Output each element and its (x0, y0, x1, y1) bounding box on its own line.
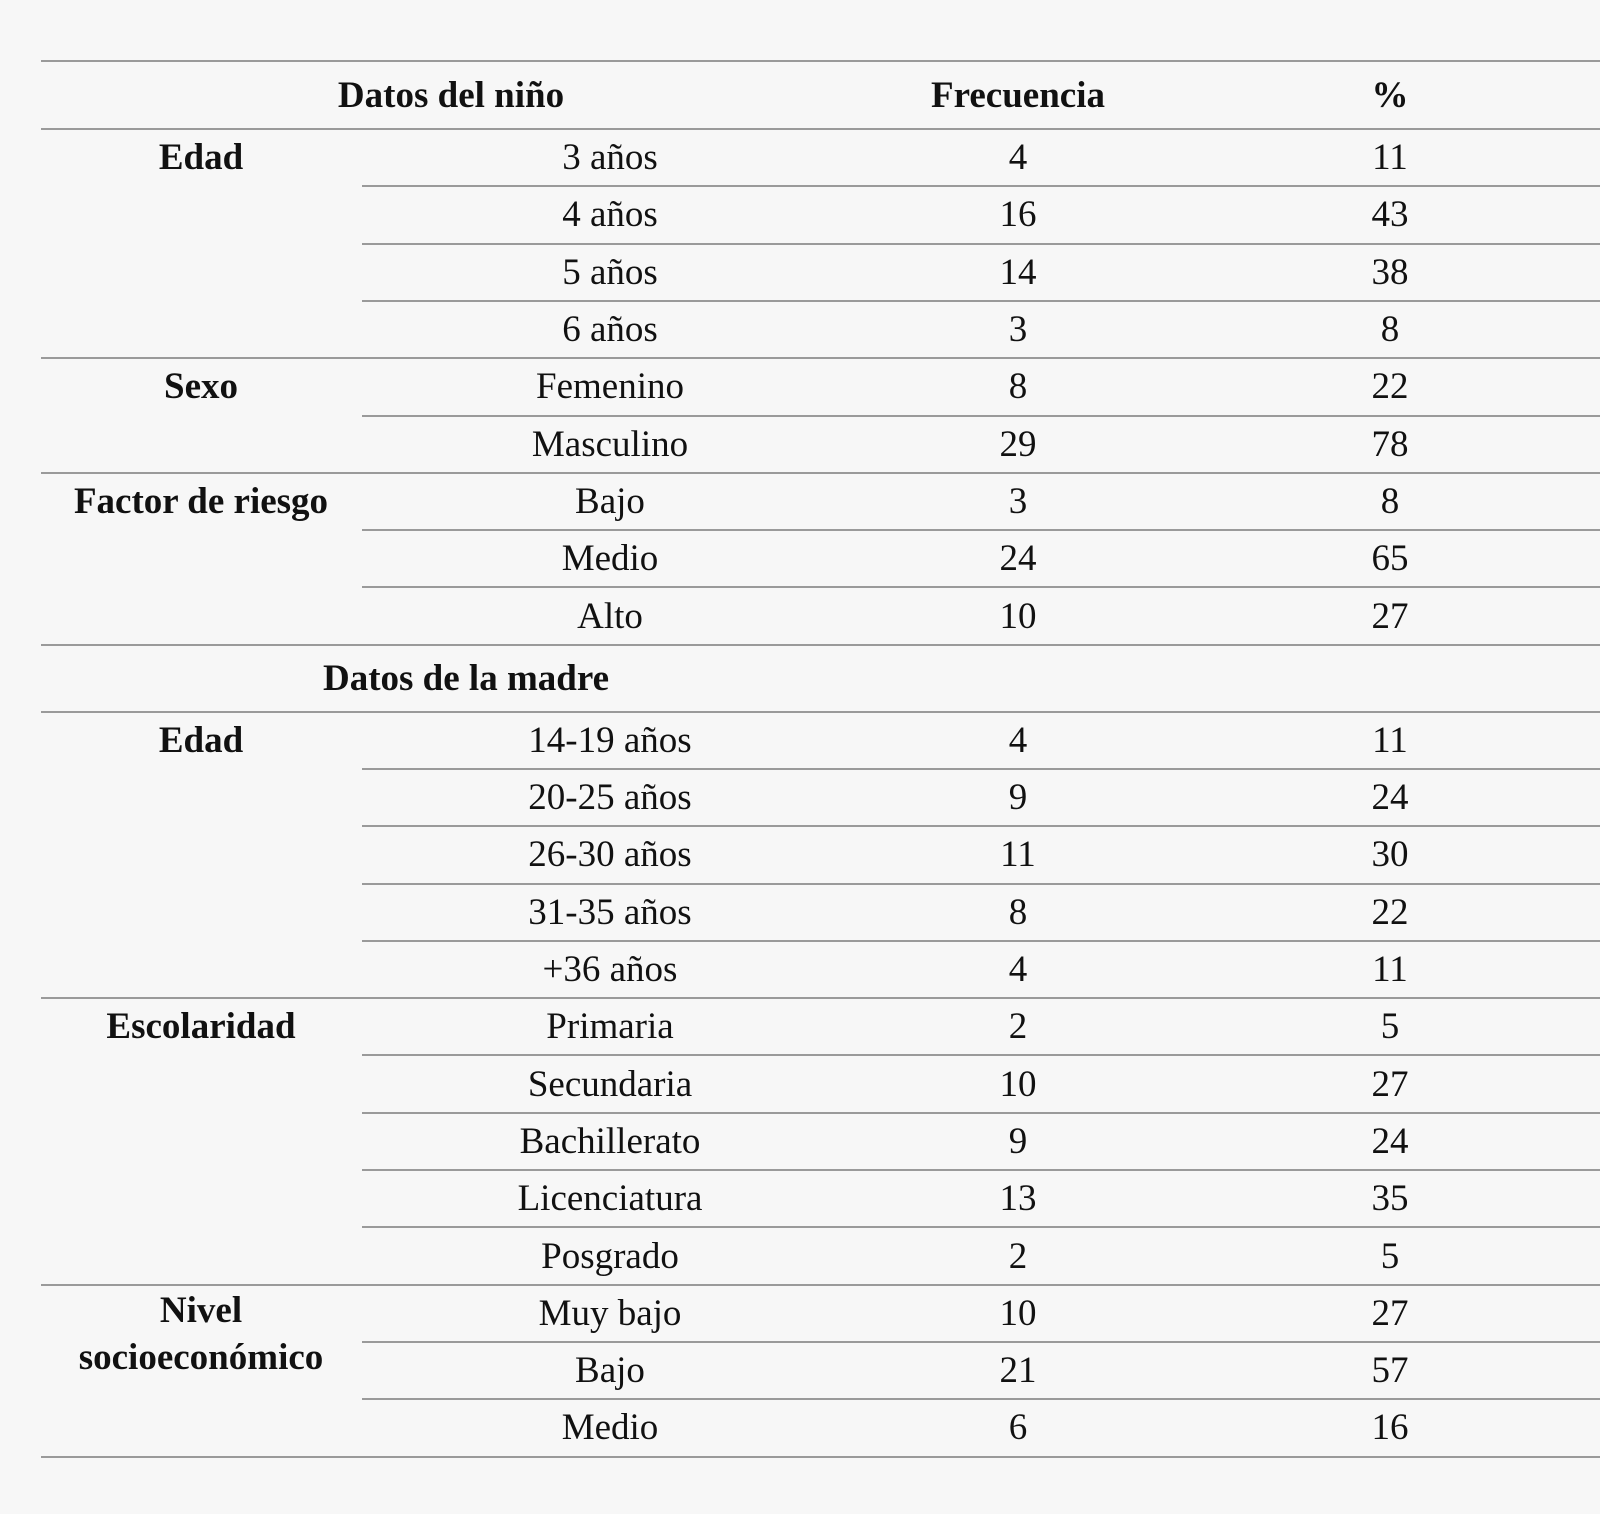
row-frequency: 10 (999, 1063, 1037, 1105)
table-row (41, 1113, 1600, 1170)
row-frequency: 8 (1008, 366, 1028, 408)
row-frequency: 21 (999, 1350, 1037, 1392)
table-row (41, 826, 1600, 883)
row-label: Muy bajo (538, 1292, 682, 1334)
row-percent: 11 (1372, 949, 1408, 991)
row-frequency: 3 (1008, 480, 1028, 522)
row-label: Bajo (575, 1350, 645, 1392)
row-percent: 22 (1371, 366, 1409, 408)
row-percent: 22 (1371, 891, 1409, 933)
table-row (41, 530, 1600, 587)
table-row (41, 998, 1600, 1055)
row-label: 5 años (562, 251, 658, 293)
row-label: 6 años (562, 309, 658, 351)
row-label: Femenino (536, 366, 684, 408)
row-frequency: 9 (1008, 1120, 1028, 1162)
group-label: Factor de riesgo (73, 480, 329, 522)
row-label: 3 años (562, 137, 658, 179)
row-frequency: 16 (999, 194, 1037, 236)
row-label: Medio (561, 538, 659, 580)
row-label: 20-25 años (528, 777, 692, 819)
row-percent: 11 (1372, 137, 1408, 179)
table-row (41, 129, 1600, 186)
header-frecuencia: Frecuencia (931, 74, 1105, 116)
table-row (41, 769, 1600, 826)
table-row (41, 712, 1600, 769)
row-label: +36 años (542, 949, 678, 991)
row-label: Medio (561, 1407, 659, 1449)
row-label: 31-35 años (528, 891, 692, 933)
row-label: Alto (577, 595, 643, 637)
table-row (41, 358, 1600, 415)
table-row (41, 1399, 1600, 1456)
row-percent: 35 (1371, 1178, 1409, 1220)
row-percent: 24 (1371, 777, 1409, 819)
table-row (41, 473, 1600, 530)
row-percent: 5 (1380, 1006, 1400, 1048)
table-row (41, 1227, 1600, 1284)
row-frequency: 4 (1008, 719, 1028, 761)
table-row (41, 1170, 1600, 1227)
row-percent: 27 (1371, 595, 1409, 637)
row-frequency: 10 (999, 1292, 1037, 1334)
row-frequency: 4 (1008, 949, 1028, 991)
table-row (41, 587, 1600, 644)
row-frequency: 24 (999, 538, 1037, 580)
group-label: Escolaridad (106, 1006, 296, 1048)
table-header (41, 61, 1600, 129)
table-row (41, 186, 1600, 243)
row-percent: 8 (1380, 480, 1400, 522)
row-frequency: 4 (1008, 137, 1028, 179)
row-label: Bajo (575, 480, 645, 522)
row-frequency: 6 (1008, 1407, 1028, 1449)
row-percent: 57 (1371, 1350, 1409, 1392)
row-frequency: 13 (999, 1178, 1037, 1220)
row-percent: 30 (1371, 834, 1409, 876)
row-label: Bachillerato (519, 1120, 701, 1162)
row-label: Masculino (531, 423, 689, 465)
table-row (41, 1056, 1600, 1113)
row-percent: 27 (1371, 1292, 1409, 1334)
row-label: 4 años (562, 194, 658, 236)
table-row (41, 1342, 1600, 1399)
row-percent: 11 (1372, 719, 1408, 761)
group-label: Sexo (164, 366, 238, 408)
row-frequency: 9 (1008, 777, 1028, 819)
row-percent: 65 (1371, 538, 1409, 580)
row-percent: 8 (1380, 309, 1400, 351)
row-label: Primaria (546, 1006, 674, 1048)
row-frequency: 10 (999, 595, 1037, 637)
section-heading-row (41, 645, 1600, 712)
row-frequency: 3 (1008, 309, 1028, 351)
table-row (41, 1285, 1600, 1342)
table-row (41, 884, 1600, 941)
header-percent: % (1371, 74, 1409, 116)
row-label: 26-30 años (528, 834, 692, 876)
row-percent: 38 (1371, 251, 1409, 293)
row-percent: 5 (1380, 1235, 1400, 1277)
row-percent: 16 (1371, 1407, 1409, 1449)
row-label: 14-19 años (528, 719, 692, 761)
row-frequency: 2 (1008, 1006, 1028, 1048)
row-percent: 24 (1371, 1120, 1409, 1162)
row-frequency: 2 (1008, 1235, 1028, 1277)
row-percent: 27 (1371, 1063, 1409, 1105)
row-label: Licenciatura (517, 1178, 703, 1220)
row-label: Posgrado (541, 1235, 679, 1277)
table-row (41, 301, 1600, 358)
header-datos-nino: Datos del niño (337, 74, 565, 116)
row-percent: 78 (1371, 423, 1409, 465)
row-label: Secundaria (527, 1063, 693, 1105)
group-rule (41, 1456, 1600, 1458)
table-row (41, 244, 1600, 301)
group-label: Edad (158, 137, 244, 178)
row-frequency: 11 (1000, 834, 1036, 876)
table-row (41, 416, 1600, 473)
table-row (41, 941, 1600, 998)
row-frequency: 14 (999, 251, 1037, 293)
row-percent: 43 (1371, 194, 1409, 236)
section-title-datos-madre: Datos de la madre (322, 657, 610, 699)
row-frequency: 29 (999, 423, 1037, 465)
group-label: Edad (158, 719, 244, 761)
row-frequency: 8 (1008, 891, 1028, 933)
group-label: Nivel socioeconómico (78, 1289, 324, 1378)
